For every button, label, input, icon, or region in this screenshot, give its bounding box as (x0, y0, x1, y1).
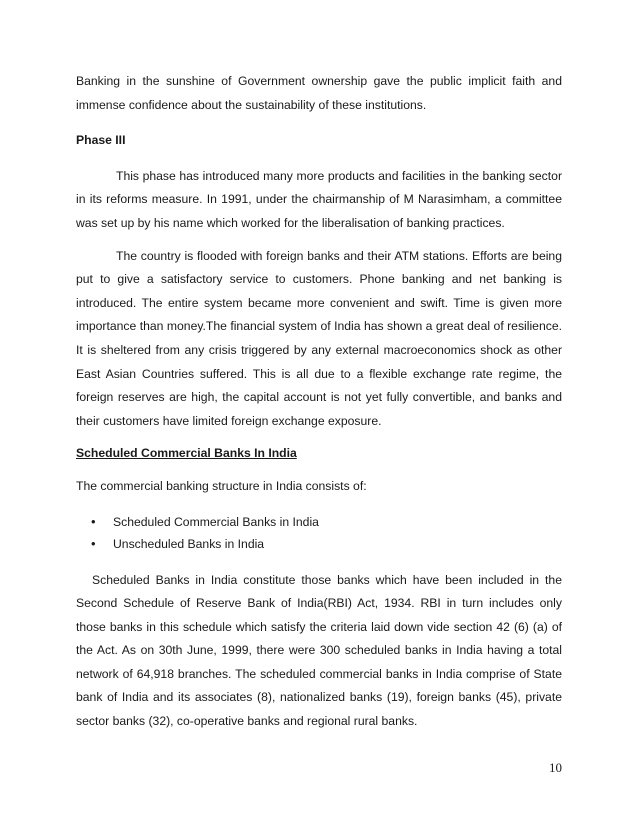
phase-3-paragraph-1: This phase has introduced many more products and facilities in the banking sector in its reforms measure. In 1991, under the chairmanship of M Narasimham, a committee was set up by his name which worked for the liberalisation of banking practices. (76, 168, 562, 230)
phase-3-paragraph-2: The country is flooded with foreign banks and their ATM stations. Efforts are being put to give a satisfactory service to customers. Phone banking and net banking is introduced. The entire system became more convenient and swift. Time is given more importance than money.The financial system of India has shown a great deal of resilience. It is sheltered from any crisis triggered by any external macroeconomics shock as other East Asian Countries suffered. This is all due to a flexible exchange rate regime, the foreign reserves are high, the capital account is not yet fully convertible, and banks and their customers have limited foreign exchange exposure. (76, 248, 562, 428)
intro-paragraph: Banking in the sunshine of Government ownership gave the public implicit faith and immense confidence about the sustainability of these institutions. (76, 74, 562, 112)
bullet-icon: • (91, 535, 96, 551)
list-item-label: Scheduled Commercial Banks in India (113, 514, 319, 529)
scheduled-banks-paragraph: Scheduled Banks in India constitute those banks which have been included in the Second Schedule of Reserve Bank of India(RBI) Act, 1934. RBI in turn includes only those banks in this schedule which satisfy the criteria laid down vide section 42 (6) (a) of the Act. As on 30th June, 1999, there were 300 scheduled banks in India having a total network of 64,918 branches. The scheduled commercial banks in India comprise of State bank of India and its associates (8), nationalized banks (19), foreign banks (45), private sector banks (32), co-operative banks and regional rural banks. (76, 572, 562, 729)
structure-intro: The commercial banking structure in India consists of: (76, 478, 367, 493)
list-item (76, 533, 562, 555)
page-content (76, 70, 562, 734)
page-number: 10 (549, 760, 562, 775)
bullet-icon: • (91, 513, 96, 529)
phase-3-heading: Phase III (76, 133, 126, 148)
list-item-label: Unscheduled Banks in India (113, 536, 265, 551)
list-item (76, 511, 562, 533)
scheduled-banks-heading: Scheduled Commercial Banks In India (76, 446, 297, 461)
bank-types-list (76, 511, 562, 555)
